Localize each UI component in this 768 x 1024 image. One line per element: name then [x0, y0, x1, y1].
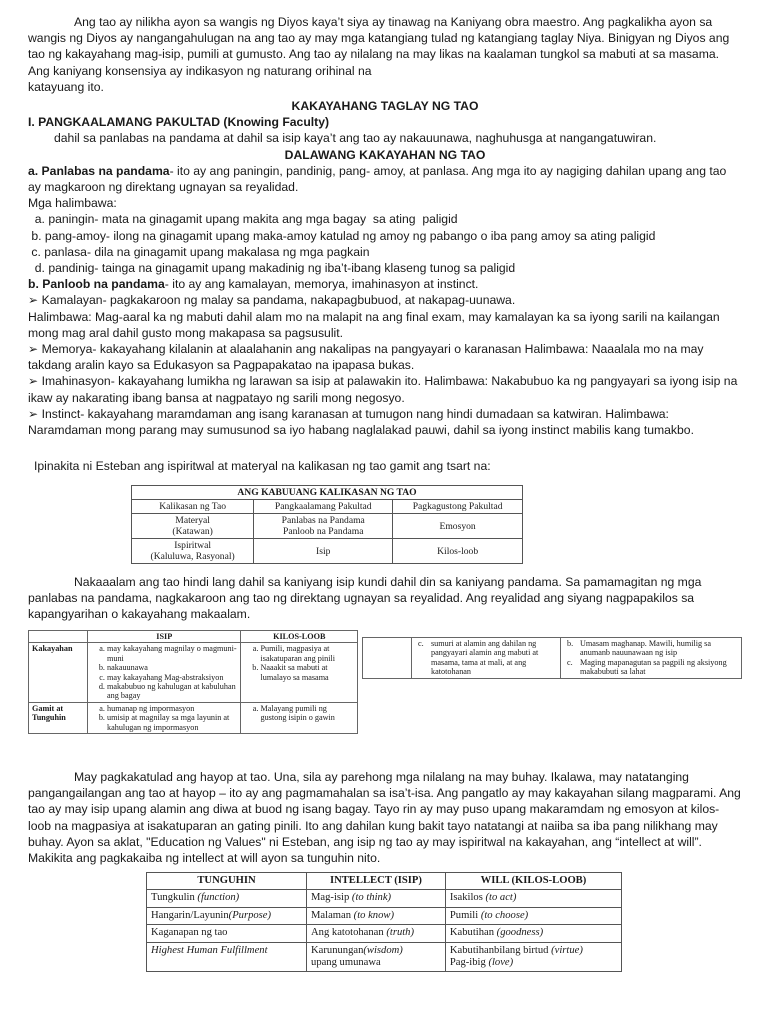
- table-header: WILL (KILOS-LOOB): [445, 873, 621, 890]
- panlabas-term: a. Panlabas na pandama: [28, 163, 170, 178]
- cell-italic: (love): [488, 957, 514, 969]
- table-row: [147, 925, 622, 942]
- table-cell: [241, 643, 358, 702]
- table-cell: [307, 925, 446, 942]
- cell-line: [450, 957, 617, 969]
- examples-label: Mga halimbawa:: [28, 196, 117, 211]
- para-two: [28, 574, 742, 623]
- panloob-item: Halimbawa: Mag-aaral ka ng mabuti dahil alam mo na malapit na ang final exam, may kamalayan ka sa iyong sarili na kailangan mong mag aral dahil gusto mong makapasa sa pagsusulit.: [28, 309, 720, 340]
- table-cell: [147, 890, 307, 907]
- list-item: a. humanap ng impormasyon: [107, 704, 237, 713]
- cell-line: Panlabas na Pandama: [281, 515, 365, 526]
- heading-kakayahan: KAKAYAHANG TAGLAY NG TAO: [291, 99, 479, 113]
- table-header: [29, 631, 88, 643]
- list-item: [567, 657, 738, 677]
- cell-text: Mag-isip: [311, 892, 352, 904]
- table-header: KILOS-LOOB: [241, 631, 358, 643]
- cell-text: Hangarin/Layunin: [151, 909, 229, 921]
- panloob-definition: [28, 276, 742, 292]
- table-cell: Kilos-loob: [393, 539, 523, 564]
- example-item: c. panlasa- dila na ginagamit upang makalasa ng mga pagkain: [28, 244, 370, 259]
- panlabas-def: - ito ay ang paningin, pandinig, pang- amoy, at panlasa. Ang mga ito ay nagiging dahilan upang ang tao ay magkaroon ng direktang ugnayan sa reyalidad.: [28, 163, 727, 195]
- table-cell: [561, 638, 742, 679]
- panloob-item: ➢ Instinct- kakayahang maramdaman ang isang karanasan at tumugon nang hindi dumadaan sa katwiran. Halimbawa: Naramdaman mong parang may sumusunod sa iyo habang naglalakad pauwi, dahil sa iyong instinct mabilis kang tumakbo.: [28, 406, 694, 438]
- tunguhin-table: [146, 872, 622, 972]
- table-cell: [307, 890, 446, 907]
- row-label-kakayahan: Kakayahan: [29, 643, 88, 702]
- cell-italic: (Purpose): [228, 909, 272, 921]
- list-item: b. umisip at magnilay sa mga layunin at kahulugan ng impormasyon: [107, 713, 237, 732]
- list-item: c. may kakayahang Mag-abstraksiyon: [107, 673, 237, 682]
- cell-line: [450, 945, 617, 957]
- para-three: [28, 769, 742, 866]
- cell-text: Pag-ibig: [449, 957, 489, 969]
- table-cell: [254, 514, 393, 539]
- table-header: INTELLECT (ISIP): [307, 873, 446, 890]
- panloob-item: ➢ Kamalayan- pagkakaroon ng malay sa pandama, nakapagbubuod, at nakapag-uunawa.: [28, 293, 516, 308]
- table-cell: [445, 942, 621, 972]
- list-item: b. Naaakit sa mabuti at lumalayo sa masama: [260, 663, 354, 682]
- cell-line: [311, 945, 441, 957]
- table-header: TUNGUHIN: [147, 873, 307, 890]
- table-cell: [307, 907, 446, 924]
- heading-dalawang-kakayahan: DALAWANG KAKAYAHAN NG TAO: [284, 147, 486, 162]
- list-item: d. makabubuo ng kahulugan at kabuluhan ang bagay: [107, 682, 237, 701]
- cell-line: upang umunawa: [311, 957, 381, 969]
- table-header: Pagkagustong Pakultad: [393, 500, 523, 514]
- table-cell: [147, 907, 307, 924]
- list-item: a. may kakayahang magnilay o magmuni-muni: [107, 644, 237, 663]
- intro-block: [28, 14, 742, 95]
- tsart-intro: [34, 458, 748, 474]
- section-one: [28, 98, 742, 438]
- cell-text: Tungkulin: [151, 892, 198, 904]
- table-cell: [132, 514, 254, 539]
- table-cell: Isip: [254, 539, 393, 564]
- cell-line: Ispiritwal: [174, 540, 211, 551]
- kalikasan-table-title: ANG KABUUANG KALIKASAN NG TAO: [132, 486, 523, 500]
- item-text: Umasam maghanap. Mawili, humilig sa anumanb nauunawaan ng isip: [580, 639, 711, 658]
- table-header: Kalikasan ng Tao: [132, 500, 254, 514]
- list-item: [418, 639, 557, 677]
- panloob-def: - ito ay ang kamalayan, memorya, imahinasyon at instinct.: [164, 277, 479, 292]
- cell-text: Kabutihan: [449, 927, 497, 939]
- table-header: ISIP: [88, 631, 241, 643]
- cell-line: (Katawan): [172, 526, 213, 537]
- tsart-intro-text: Ipinakita ni Esteban ang ispiritwal at materyal na kalikasan ng tao gamit ang tsart na:: [34, 459, 491, 473]
- table-cell: [445, 890, 621, 907]
- cell-italic: (function): [197, 892, 240, 904]
- cell-line: (Kaluluwa, Rasyonal): [150, 551, 235, 562]
- table-cell: [363, 638, 412, 679]
- cell-italic: (virtue): [551, 944, 583, 956]
- intro-continuation: katayuang ito.: [28, 79, 104, 94]
- cell-line: Tunguhin: [32, 713, 66, 723]
- item-text: Maging mapanagutan sa pagpili ng aksiyong makabubuti sa lahat: [580, 657, 727, 677]
- example-item: b. pang-amoy- ilong na ginagamit upang maka-amoy katulad ng amoy ng pabango o iba pang amoy sa ating paligid: [28, 228, 656, 243]
- example-item: d. pandinig- tainga na ginagamit upang makadinig ng iba’t-ibang klaseng tunog sa paligid: [28, 261, 516, 276]
- cell-text: Ang katotohanan: [311, 927, 387, 939]
- item-letter: c.: [418, 639, 424, 648]
- para-two-text: Nakaaalam ang tao hindi lang dahil sa kaniyang isip kundi dahil din sa kaniyang pandama. Sa pamamagitan ng mga panlabas na pandama, nagkakaroon ang tao ng direktang ugnayan sa reyalidad. Ang reyalidad ang siyang nagpapakilos sa kapangyarihan o kakayahang makaalam.: [28, 575, 702, 622]
- isip-kilosloob-table: [28, 630, 358, 734]
- cell-italic: (to choose): [480, 909, 529, 921]
- table-cell: [445, 907, 621, 924]
- table-cell: [147, 925, 307, 942]
- list-item: b. nakauunawa: [107, 663, 237, 672]
- item-letter: c.: [567, 657, 573, 667]
- table-cell: [412, 638, 561, 679]
- section1-title: I. PANGKAALAMANG PAKULTAD (Knowing Faculty): [28, 115, 330, 130]
- intro-paragraph: Ang tao ay nilikha ayon sa wangis ng Diyos kaya’t siya ay tinawag na Kaniyang obra maestro. Ang pagkalikha ayon sa wangis ng Diyos ay nangangahulugan na ang tao ay may mga katangiang tulad ng katangiang taglay Niya. Binigyan ng Diyos ang tao ng kakayahang mag-isip, pumili at gumusto. Ang tao ay nilalang na may likas na kaalaman tungkol sa mabuti at sa masama. Ang kaniyang konsensiya ay indikasyon ng naturang orihinal na: [28, 15, 730, 78]
- table-cell: [132, 539, 254, 564]
- list-item: a. Pumili, magpasiya at isakatuparan ang pinili: [260, 644, 354, 663]
- cell-italic: (to act): [485, 892, 517, 904]
- cell-text: Kabutihanbilang birtud: [449, 944, 552, 956]
- continued-table: [362, 637, 742, 679]
- cell-line: Gamit at: [32, 703, 64, 713]
- cell-text: Malaman: [311, 909, 354, 921]
- table-cell: [241, 702, 358, 733]
- table-cell: Highest Human Fulfillment: [147, 942, 307, 972]
- item-text: sumuri at alamin ang dahilan ng pangyayari alamin ang mabuti at masama, tama at mali, at ang katotohanan: [431, 639, 539, 677]
- cell-italic: (truth): [386, 927, 415, 939]
- table-cell: [88, 643, 241, 702]
- panloob-item: ➢ Imahinasyon- kakayahang lumikha ng larawan sa isip at palawakin ito. Halimbawa: Nakabubuo ka ng pangyayari sa iyong isip na ikaw ay nakarating ibang bansa at nagpatayo ng sarili mong negosyo.: [28, 374, 738, 405]
- table-row: [147, 942, 622, 972]
- table-row: [147, 907, 622, 924]
- cell-italic: (goodness): [496, 927, 544, 939]
- table-cell: [307, 942, 446, 972]
- table-cell: [445, 925, 621, 942]
- kalikasan-table: [131, 485, 523, 564]
- row-label-gamit: [29, 702, 88, 733]
- list-item: [567, 639, 738, 658]
- cell-line: Panloob na Pandama: [283, 526, 364, 537]
- cell-line: Materyal: [175, 515, 210, 526]
- cell-text: Pumili: [449, 909, 481, 921]
- table-cell: Emosyon: [393, 514, 523, 539]
- cell-italic: (to know): [353, 909, 394, 921]
- panloob-term: b. Panloob na pandama: [28, 277, 165, 292]
- item-letter: b.: [567, 639, 574, 648]
- para-three-text: May pagkakatulad ang hayop at tao. Una, sila ay parehong mga nilalang na may buhay. Ikalawa, may natatanging pangangailangan ang tao at hayop – ito ay ang pagmamahalan sa isa’t-isa. Ang pangatlo ay may kakayahan silang magparami. Ang tao ay may isip upang alamin ang diwa at buod ng isang bagay. Tayo rin ay may puso upang makaramdam ng emosyon at kilos-loob na magpasiya at isakatuparan an gating pinili. Ito ang dahilan kung bakit tayo natatangi at naiiba sa iba pang nilikhang may buhay. Ayon sa aklat, "Education ng Values" ni Esteban, ang isip ng tao ay may ispiritwal na kakayahan, ang “intellect at will”. Makikita ang pagkakaiba ng intellect at will ayon sa tunguhin nito.: [28, 770, 741, 866]
- panlabas-definition: [28, 163, 742, 195]
- cell-text: Kaganapan ng tao: [151, 927, 228, 939]
- cell-text: Isakilos: [449, 892, 486, 904]
- list-item: a. Malayang pumili ng gustong isipin o gawin: [260, 704, 354, 723]
- example-item: a. paningin- mata na ginagamit upang makita ang mga bagay sa ating paligid: [28, 212, 458, 227]
- table-header: Pangkaalamang Pakultad: [254, 500, 393, 514]
- table-cell: [88, 702, 241, 733]
- section1-text: dahil sa panlabas na pandama at dahil sa isip kaya’t ang tao ay nakauunawa, naghuhusga at nangangatuwiran.: [54, 131, 657, 146]
- cell-italic: (to think): [351, 892, 392, 904]
- cell-italic: (wisdom): [363, 944, 403, 956]
- cell-text: Karunungan: [311, 944, 364, 956]
- table-row: [147, 890, 622, 907]
- panloob-item: ➢ Memorya- kakayahang kilalanin at alaalahanin ang nakalipas na pangyayari o karanasan Halimbawa: Naaalala mo na may takdang aralin kayo sa Edukasyon sa Pagpapakatao na ipapasa bukas.: [28, 342, 704, 373]
